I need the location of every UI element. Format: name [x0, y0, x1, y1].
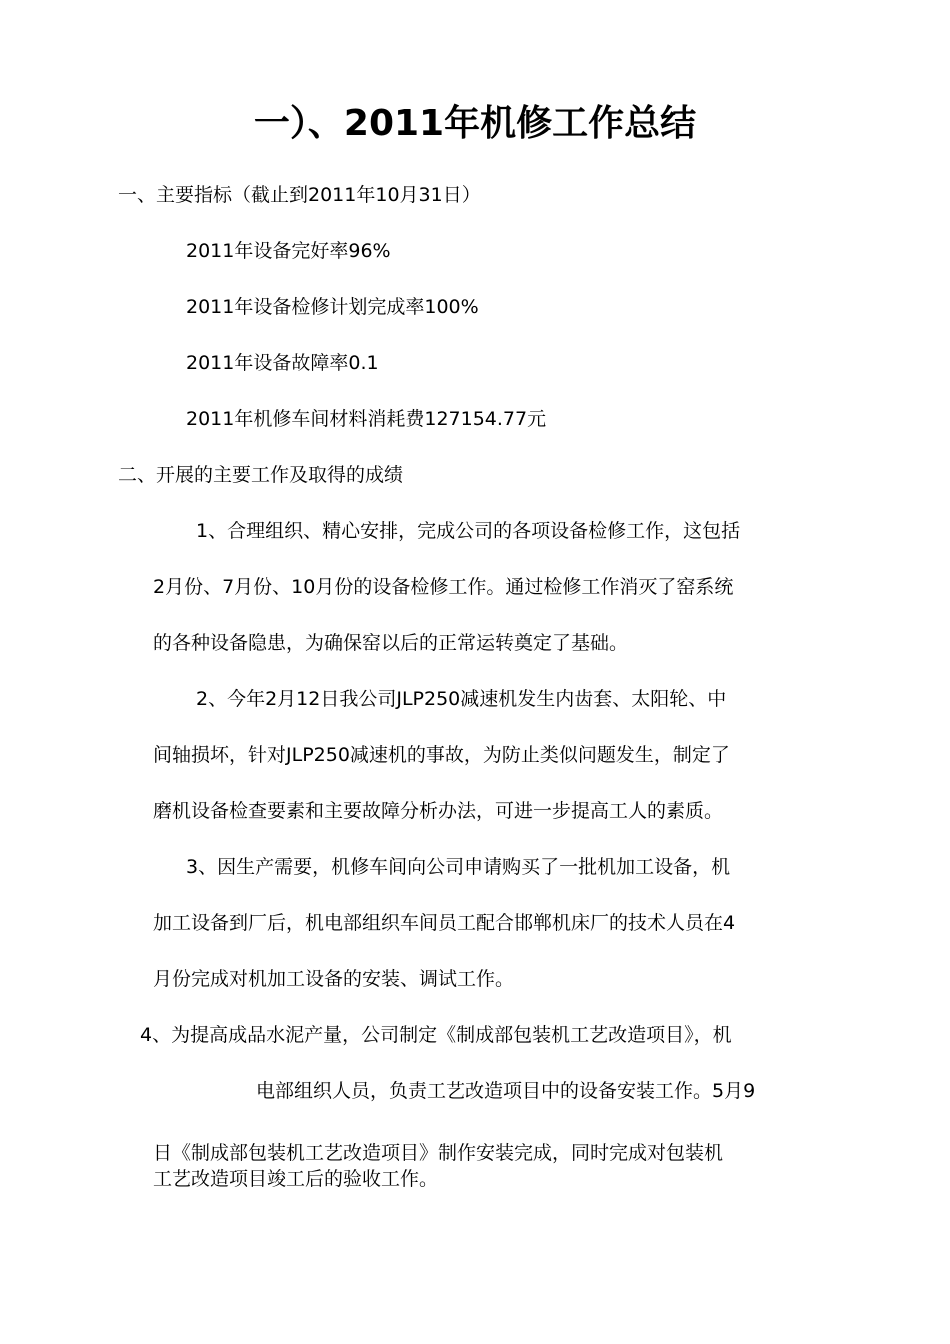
section-2-heading: 二、开展的主要工作及取得的成绩: [118, 464, 404, 486]
indicator-failure-rate: 2011年设备故障率0.1: [186, 352, 379, 374]
section-1-heading: 一、主要指标（截止到2011年10月31日）: [118, 184, 481, 206]
item-4-line-3: 日《制成部包装机工艺改造项目》制作安装完成，同时完成对包装机: [153, 1142, 724, 1164]
item-4-line-2: 电部组织人员，负责工艺改造项目中的设备安装工作。5月9: [256, 1080, 756, 1102]
indicator-equipment-availability: 2011年设备完好率96%: [186, 240, 391, 262]
item-2-line-1: 2、今年2月12日我公司JLP250减速机发生内齿套、太阳轮、中: [196, 688, 727, 710]
item-3-line-2: 加工设备到厂后，机电部组织车间员工配合邯郸机床厂的技术人员在4: [153, 912, 736, 934]
document-title: 一）、2011年机修工作总结: [253, 103, 697, 144]
item-4-line-4: 工艺改造项目竣工后的验收工作。: [153, 1168, 439, 1190]
item-1-line-3: 的各种设备隐患，为确保窑以后的正常运转奠定了基础。: [153, 632, 629, 654]
item-4-line-1: 4、为提高成品水泥产量，公司制定《制成部包装机工艺改造项目》，机: [140, 1024, 732, 1046]
indicator-material-cost: 2011年机修车间材料消耗费127154.77元: [186, 408, 547, 430]
item-2-line-3: 磨机设备检查要素和主要故障分析办法，可进一步提高工人的素质。: [153, 800, 724, 822]
item-3-line-1: 3、因生产需要，机修车间向公司申请购买了一批机加工设备，机: [186, 856, 731, 878]
item-2-line-2: 间轴损坏，针对JLP250减速机的事故，为防止类似问题发生，制定了: [153, 744, 730, 766]
item-3-line-3: 月份完成对机加工设备的安装、调试工作。: [153, 968, 515, 990]
item-1-line-1: 1、合理组织、精心安排，完成公司的各项设备检修工作，这包括: [196, 520, 741, 542]
item-1-line-2: 2月份、7月份、10月份的设备检修工作。通过检修工作消灭了窑系统: [153, 576, 734, 598]
indicator-maintenance-plan-completion: 2011年设备检修计划完成率100%: [186, 296, 479, 318]
